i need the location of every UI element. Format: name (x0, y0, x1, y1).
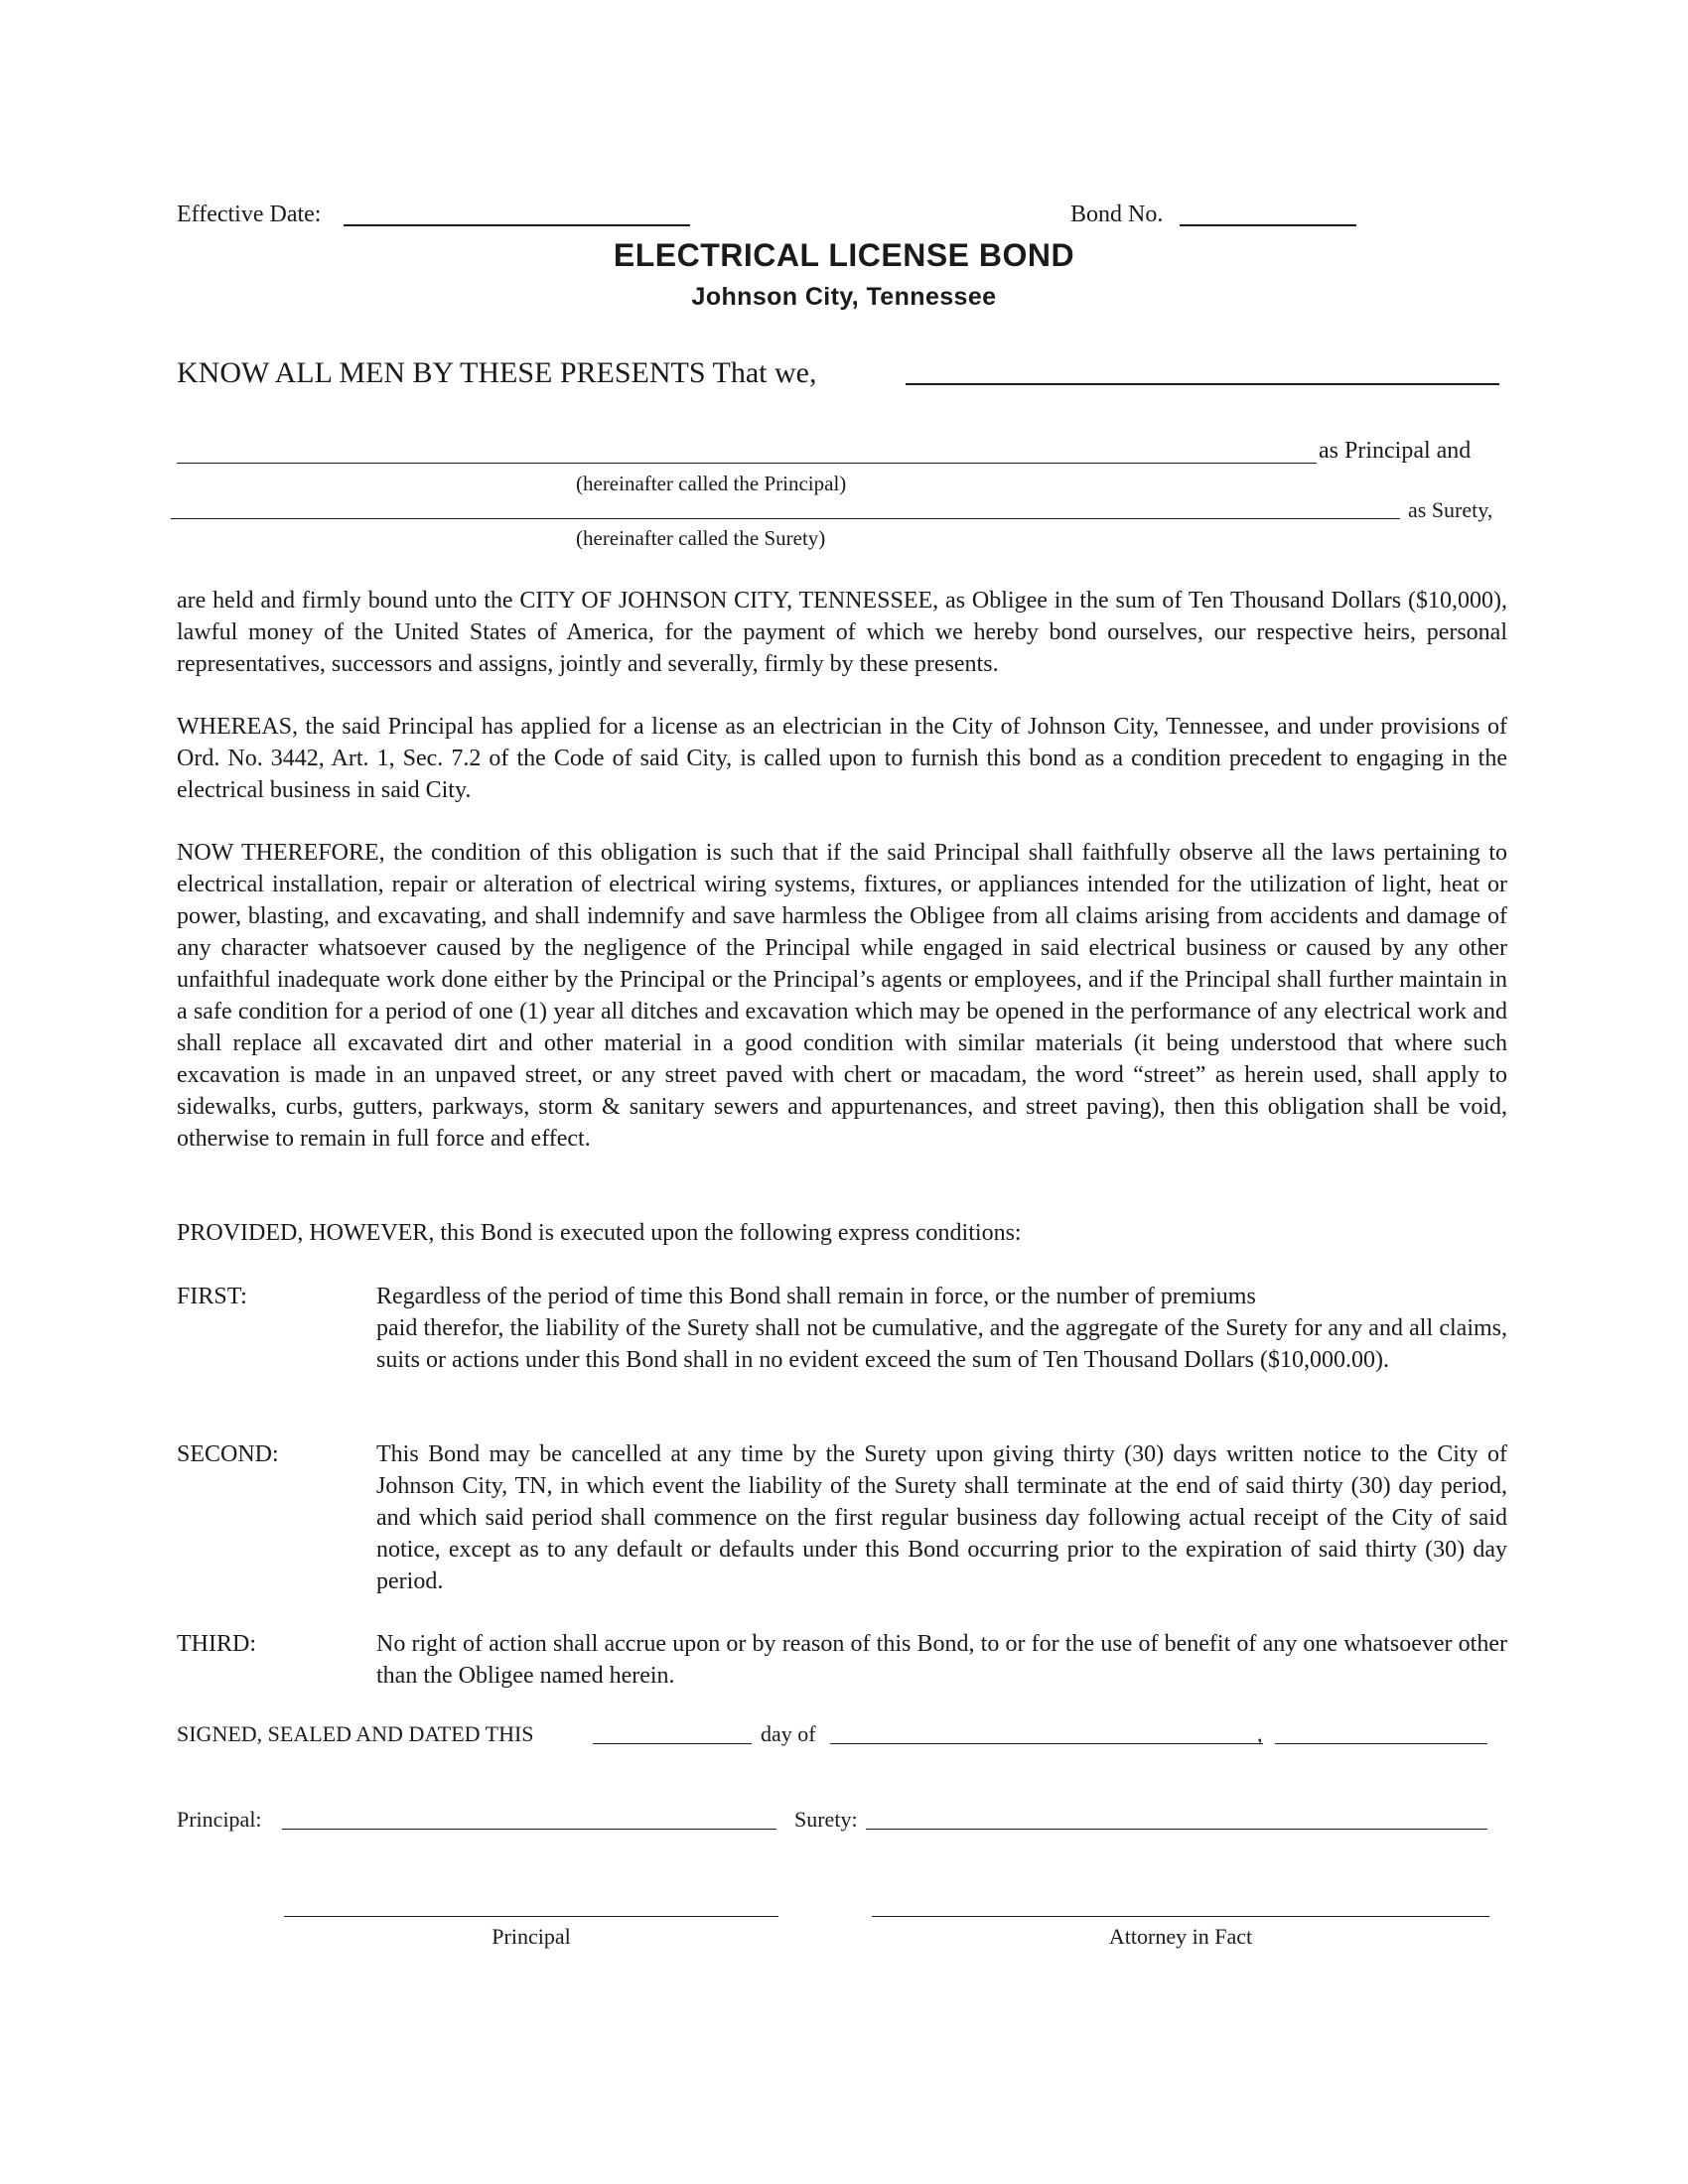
signed-month-field[interactable] (830, 1743, 1263, 1744)
hereinafter-principal-caption: (hereinafter called the Principal) (576, 472, 847, 495)
as-surety-text: as Surety, (1408, 497, 1493, 522)
now-therefore-paragraph: NOW THEREFORE, the condition of this obligation is such that if the said Principal shall faithfully observe all the laws pertaining to electrical installation, repair or alteration of electrical wiring systems, fixtures, or appliances intended for the utilization of light, heat or power, blasting, and excavating, and shall indemnify and save harmless the Obligee from all claims arising from accidents and damage of any character whatsoever caused by the negligence of the Principal while engaged in said electrical business or caused by any other unfaithful inadequate work done either by the Principal or the Principal’s agents or employees, and if the Principal shall further maintain in a safe condition for a period of one (1) year all ditches and excavation which may be opened in the performance of any electrical work and shall replace all excavated dirt and other material in a good condition with similar materials (it being understood that where such excavation is made in an unpaved street, or any street paved with chert or macadam, the word “street” as herein used, shall apply to sidewalks, curbs, gutters, parkways, storm & sanitary sewers and appurtenances, and street paving), then this obligation shall be void, otherwise to remain in full force and effect. (177, 840, 1507, 1152)
document-subtitle: Johnson City, Tennessee (691, 283, 997, 311)
principal-label: Principal: (177, 1807, 262, 1832)
principal-signature-line[interactable] (284, 1916, 778, 1917)
effective-date-field[interactable] (344, 224, 690, 226)
surety-name-field[interactable] (171, 518, 1400, 519)
principal-caption: Principal (492, 1924, 571, 1949)
day-of-text: day of (761, 1721, 816, 1746)
signed-comma: , (1257, 1721, 1263, 1746)
condition-first-text: paid therefor, the liability of the Surety shall not be cumulative, and the aggregate of the Surety for any and all claims, suits or actions under this Bond shall in no evident exceed the sum of Ten Thousand Dollars ($10,000.00). (376, 1315, 1507, 1373)
principal-address-field[interactable] (177, 463, 1317, 464)
attorney-signature-line[interactable] (872, 1916, 1489, 1917)
as-principal-and-text: as Principal and (1319, 438, 1472, 464)
principal-name-field[interactable] (906, 383, 1499, 385)
know-all-men-text: KNOW ALL MEN BY THESE PRESENTS That we, (177, 356, 817, 389)
signed-day-field[interactable] (593, 1743, 752, 1744)
condition-first-line1: Regardless of the period of time this Bond shall remain in force, or the number of premiums (376, 1284, 1256, 1309)
bond-no-label: Bond No. (1070, 202, 1164, 227)
document-title: ELECTRICAL LICENSE BOND (613, 237, 1075, 273)
condition-second-text: This Bond may be cancelled at any time by the Surety upon giving thirty (30) days written notice to the City of Johnson City, TN, in which event the liability of the Surety shall terminate at the end of said thirty (30) day period, and which said period shall commence on the first regular business day following actual receipt of the City of said notice, except as to any default or defaults under this Bond occurring prior to the expiration of said thirty (30) day period. (376, 1441, 1507, 1594)
provided-however-text: PROVIDED, HOWEVER, this Bond is executed upon the following express conditions: (177, 1220, 1022, 1246)
surety-label: Surety: (794, 1807, 858, 1832)
signed-year-field[interactable] (1275, 1743, 1487, 1744)
condition-third-label: THIRD: (177, 1631, 256, 1657)
condition-second-label: SECOND: (177, 1441, 279, 1467)
surety-signature-name-field[interactable] (866, 1829, 1487, 1830)
hereinafter-surety-caption: (hereinafter called the Surety) (576, 526, 826, 550)
signed-sealed-text: SIGNED, SEALED AND DATED THIS (177, 1721, 534, 1746)
effective-date-label: Effective Date: (177, 202, 322, 227)
condition-first-label: FIRST: (177, 1284, 247, 1309)
bond-no-field[interactable] (1180, 224, 1356, 226)
whereas-paragraph: WHEREAS, the said Principal has applied for a license as an electrician in the City of Johnson City, Tennessee, and under provisions of Ord. No. 3442, Art. 1, Sec. 7.2 of the Code of said City, is called upon to furnish this bond as a condition precedent to engaging in the electrical business in said City. (177, 714, 1507, 803)
attorney-in-fact-caption: Attorney in Fact (1108, 1924, 1253, 1949)
condition-third-text: No right of action shall accrue upon or by reason of this Bond, to or for the use of benefit of any one whatsoever other than the Obligee named herein. (376, 1631, 1507, 1689)
principal-signature-name-field[interactable] (282, 1829, 776, 1830)
held-bound-paragraph: are held and firmly bound unto the CITY OF JOHNSON CITY, TENNESSEE, as Obligee in the sum of Ten Thousand Dollars ($10,000), lawful money of the United States of America, for the payment of which we hereby bond ourselves, our respective heirs, personal representatives, successors and assigns, jointly and severally, firmly by these presents. (177, 588, 1507, 677)
